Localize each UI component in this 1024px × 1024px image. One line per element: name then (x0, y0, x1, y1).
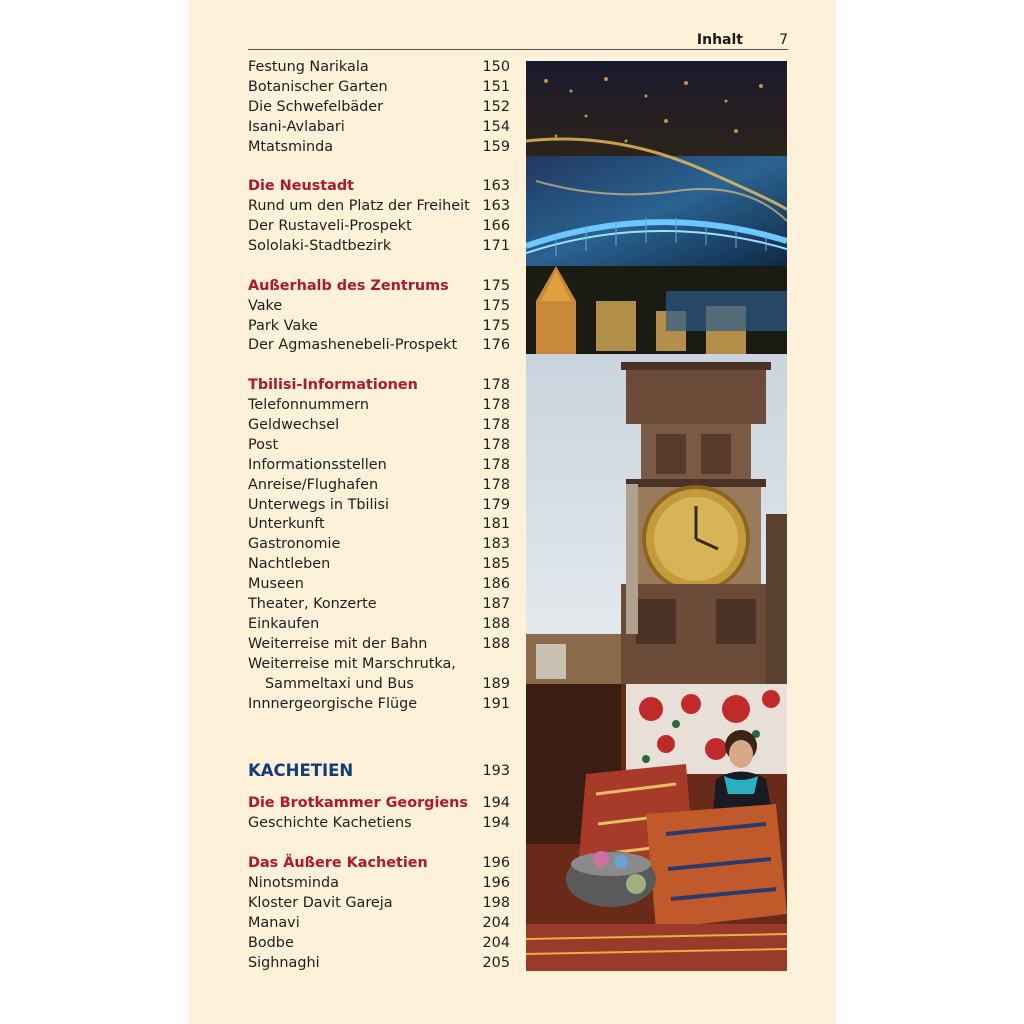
toc-entry[interactable]: Rund um den Platz der Freiheit 163 (248, 198, 510, 215)
toc-entry[interactable]: Sololaki-Stadtbezirk 171 (248, 238, 510, 255)
toc-entry[interactable]: Bodbe 204 (248, 934, 510, 951)
toc-entry[interactable]: Ninotsminda 196 (248, 874, 510, 891)
toc-entry-continuation[interactable]: Sammeltaxi und Bus 189 (265, 675, 510, 692)
toc-entry[interactable]: Botanischer Garten 151 (248, 78, 510, 95)
toc-entry[interactable]: Post 178 (248, 436, 510, 453)
toc-entry[interactable]: Informationsstellen 178 (248, 456, 510, 473)
toc-section-heading[interactable]: Außerhalb des Zentrums 175 (248, 277, 510, 294)
clock-tower-photo (526, 354, 787, 684)
toc-section-heading[interactable]: Die Neustadt 163 (248, 178, 510, 195)
toc-entry[interactable]: Geschichte Kachetiens 194 (248, 815, 510, 832)
toc-entry[interactable]: Unterwegs in Tbilisi 179 (248, 496, 510, 513)
header-page-number: 7 (779, 32, 788, 48)
toc-entry[interactable]: Manavi 204 (248, 914, 510, 931)
running-header (248, 31, 788, 50)
toc-entry[interactable]: Weiterreise mit der Bahn 188 (248, 635, 510, 652)
toc-entry[interactable]: Park Vake 175 (248, 317, 510, 334)
toc-entry[interactable]: Die Schwefelbäder 152 (248, 98, 510, 115)
toc-section-heading[interactable]: Das Äußere Kachetien 196 (248, 855, 510, 872)
toc-entry[interactable]: Der Agmashenebeli-Prospekt 176 (248, 337, 510, 354)
toc-entry[interactable]: Kloster Davit Gareja 198 (248, 894, 510, 911)
toc-entry[interactable]: Theater, Konzerte 187 (248, 596, 510, 613)
toc-entry[interactable]: Geldwechsel 178 (248, 417, 510, 434)
toc-entry[interactable]: Vake 175 (248, 297, 510, 314)
toc-entry[interactable]: Museen 186 (248, 576, 510, 593)
night-bridge-photo (526, 61, 787, 354)
toc-chapter-heading[interactable]: KACHETIEN 193 (248, 761, 510, 781)
toc-entry[interactable]: Nachtleben 185 (248, 556, 510, 573)
toc-entry[interactable]: Unterkunft 181 (248, 516, 510, 533)
toc-entry[interactable]: Anreise/Flughafen 178 (248, 476, 510, 493)
table-of-contents (248, 58, 510, 973)
toc-entry[interactable]: Festung Narikala 150 (248, 59, 510, 75)
toc-section-heading[interactable]: Tbilisi-Informationen 178 (248, 377, 510, 394)
toc-entry[interactable]: Gastronomie 183 (248, 536, 510, 553)
carpet-vendor-photo (526, 684, 787, 971)
toc-entry[interactable]: Weiterreise mit Marschrutka, (248, 655, 456, 672)
toc-entry[interactable]: Isani-Avlabari 154 (248, 118, 510, 135)
toc-entry[interactable]: Einkaufen 188 (248, 615, 510, 632)
toc-entry[interactable]: Der Rustaveli-Prospekt 166 (248, 218, 510, 235)
header-section-title: Inhalt (696, 32, 743, 48)
toc-entry[interactable]: Sighnaghi 205 (248, 954, 510, 971)
toc-entry[interactable]: Innnergeorgische Flüge 191 (248, 695, 510, 712)
toc-entry[interactable]: Mtatsminda 159 (248, 138, 510, 155)
toc-section-heading[interactable]: Die Brotkammer Georgiens 194 (248, 795, 510, 812)
toc-entry[interactable]: Telefonnummern 178 (248, 397, 510, 414)
